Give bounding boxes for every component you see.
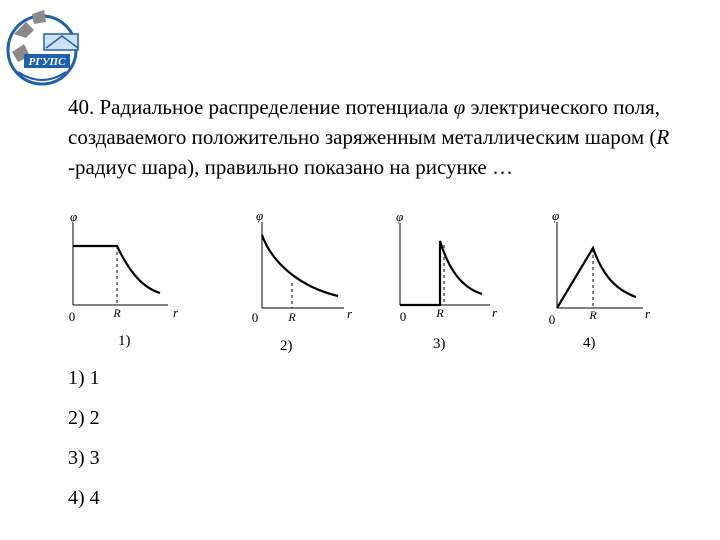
graph-2-y-label: φ	[256, 208, 264, 223]
graph-4	[549, 208, 651, 351]
graph-4-curve	[557, 248, 636, 308]
logo-text: РГУПС	[28, 56, 66, 68]
graph-4-origin: 0	[548, 312, 556, 327]
graph-2-x-label: r	[347, 306, 353, 321]
question-text-part3: -радиус шара), правильно показано на рисунке …	[68, 155, 513, 179]
graph-4-y-label: φ	[552, 208, 560, 223]
question-text	[68, 92, 698, 182]
graph-4-caption: 4)	[583, 335, 596, 351]
graph-3-caption: 3)	[433, 336, 446, 352]
graph-2	[252, 208, 353, 354]
graph-1-y-label: φ	[70, 209, 78, 224]
graph-2-caption: 2)	[280, 338, 293, 354]
university-logo	[4, 4, 86, 90]
graph-2-r-mark: R	[288, 310, 296, 324]
graph-3-r-mark: R	[436, 306, 444, 320]
graph-1-origin: 0	[68, 309, 76, 324]
graph-1	[69, 209, 179, 349]
radius-symbol: R	[656, 125, 670, 149]
question-text-part2: электрического поля, создаваемого положительно заряженным металлическим шаром (	[68, 95, 661, 149]
graph-3-x-label: r	[492, 305, 498, 320]
answer-option-2[interactable]: 2) 2	[68, 407, 100, 429]
graph-4-x-label: r	[645, 306, 651, 321]
phi-symbol: φ	[453, 95, 466, 119]
answer-option-4[interactable]: 4) 4	[68, 487, 100, 509]
graph-3	[396, 209, 498, 352]
answer-option-1[interactable]: 1) 1	[68, 367, 100, 389]
question-text-part1: Радиальное распределение потенциала	[99, 95, 449, 119]
graph-4-r-mark: R	[589, 308, 597, 322]
answer-options	[68, 358, 100, 518]
graph-2-curve	[262, 235, 338, 296]
graph-1-r-mark: R	[113, 306, 121, 320]
graph-1-x-label: r	[173, 305, 179, 320]
answer-option-3[interactable]: 3) 3	[68, 447, 100, 469]
graph-3-origin: 0	[399, 309, 407, 324]
question-number: 40.	[68, 95, 95, 119]
graph-2-origin: 0	[251, 310, 259, 325]
graphs-panel	[0, 205, 720, 365]
graph-3-curve	[400, 241, 482, 305]
graph-3-y-label: φ	[396, 209, 404, 224]
graph-1-caption: 1)	[118, 333, 131, 349]
